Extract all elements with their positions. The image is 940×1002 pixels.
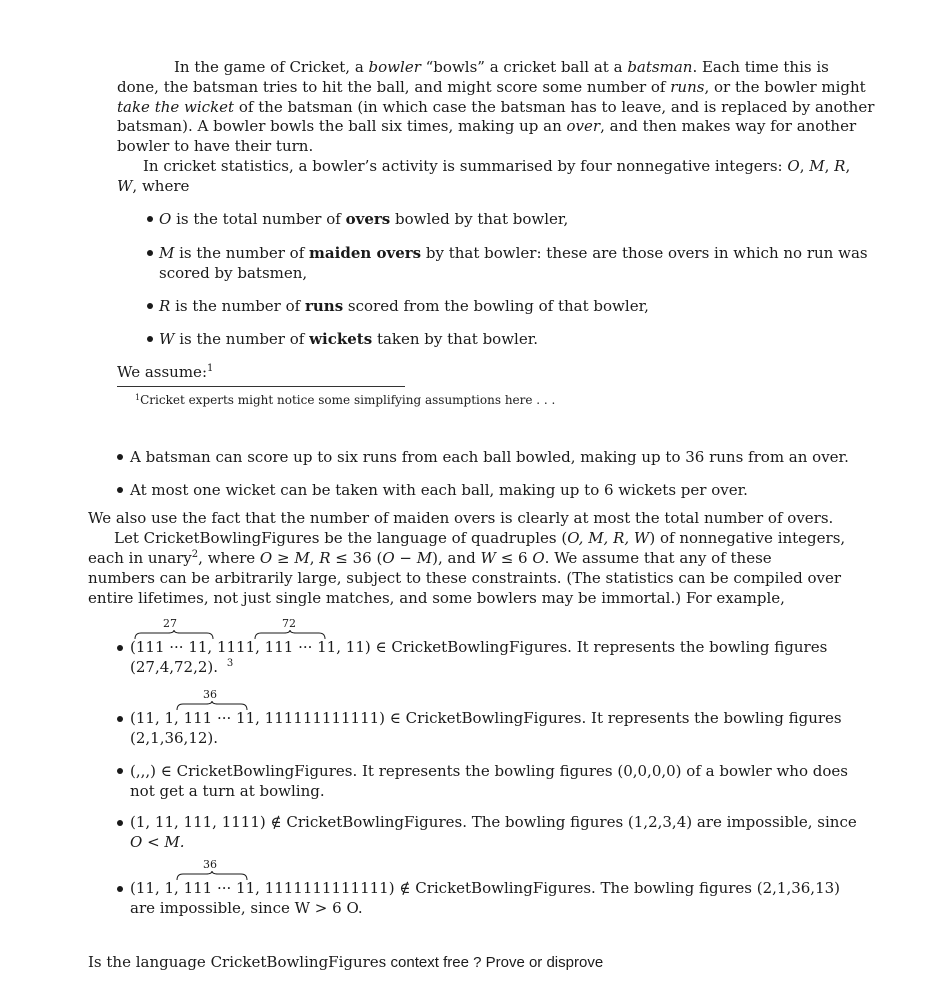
lang-line-3: each in unary$^2$, where O ≥ M, R ≤ 36 (O − M), and W ≤ 6 O. We assume that any of these bbox=[88, 549, 772, 567]
lang-line-5: entire lifetimes, not just single matches, and some bowlers may be immortal.) For example, bbox=[88, 589, 785, 607]
intro-line-4: batsman). A bowler bowls the ball six times, making up an over, and then makes way for another bbox=[117, 117, 857, 135]
rule-bullet-runs: A batsman can score up to six runs from each ball bowled, making up to 36 runs from an over. bbox=[130, 448, 849, 466]
question: Is the language CricketBowlingFigures context free ? Prove or disprove bbox=[88, 953, 604, 971]
stat-bullet-maidens-cont: scored by batsmen, bbox=[159, 264, 308, 282]
intro-line-1: In the game of Cricket, a bowler “bowls” a cricket ball at a batsman. Each time this is bbox=[174, 58, 829, 76]
lang-line-2: Let CricketBowlingFigures be the language of quadruples (O, M, R, W) of nonnegative integers, bbox=[114, 529, 846, 547]
bullet-dot bbox=[117, 487, 123, 493]
intro-line-7: W, where bbox=[117, 177, 190, 195]
stat-bullet-maidens: M is the number of maiden overs by that bowler: these are those overs in which no run was bbox=[159, 244, 868, 262]
intro-line-5: bowler to have their turn. bbox=[117, 137, 314, 155]
footnote: $^1$Cricket experts might notice some simplifying assumptions here . . . bbox=[135, 393, 556, 407]
bullet-dot bbox=[147, 250, 153, 256]
intro-line-2: done, the batsman tries to hit the ball, and might score some number of runs, or the bowler might bbox=[117, 78, 866, 96]
bullet-dot bbox=[117, 886, 123, 892]
lang-line-1: We also use the fact that the number of maiden overs is clearly at most the total number of overs. bbox=[88, 509, 834, 527]
example-4: (1, 11, 111, 1111) ∉ CricketBowlingFigures. The bowling figures (1,2,3,4) are impossible, since bbox=[130, 813, 857, 831]
lang-line-4: numbers can be arbitrarily large, subject to these constraints. (The statistics can be compiled over bbox=[88, 569, 842, 587]
example-2: (11, 1, 111 ··· 11, 111111111111) ∈ CricketBowlingFigures. It represents the bowling figures bbox=[130, 709, 842, 727]
brace-label: 72 bbox=[282, 617, 296, 630]
brace-label: 36 bbox=[203, 688, 217, 701]
footnote-rule bbox=[117, 386, 405, 387]
intro-line-3: take the wicket of the batsman (in which case the batsman has to leave, and is replaced by another bbox=[117, 98, 875, 116]
intro-line-6: In cricket statistics, a bowler’s activity is summarised by four nonnegative integers: O, M, R, bbox=[143, 157, 851, 175]
bullet-dot bbox=[147, 336, 153, 342]
example-1-cont: (27,4,72,2). $^3$ bbox=[130, 658, 234, 676]
bullet-dot bbox=[117, 454, 123, 460]
example-2-cont: (2,1,36,12). bbox=[130, 729, 219, 747]
assume-text: We assume:$^1$ bbox=[117, 363, 214, 381]
rule-bullet-wickets: At most one wicket can be taken with each ball, making up to 6 wickets per over. bbox=[130, 481, 748, 499]
bullet-dot bbox=[117, 716, 123, 722]
example-4-cont: O < M. bbox=[130, 833, 185, 851]
example-5-cont: are impossible, since W > 6 O. bbox=[130, 899, 363, 917]
bullet-dot bbox=[117, 768, 123, 774]
stat-bullet-overs: O is the total number of overs bowled by that bowler, bbox=[159, 210, 569, 228]
brace-label: 36 bbox=[203, 858, 217, 871]
bullet-dot bbox=[117, 645, 123, 651]
example-5: (11, 1, 111 ··· 11, 1111111111111) ∉ CricketBowlingFigures. The bowling figures (2,1,36,13) bbox=[130, 879, 841, 897]
example-3-cont: not get a turn at bowling. bbox=[130, 782, 325, 800]
stat-bullet-wickets: W is the number of wickets taken by that bowler. bbox=[159, 330, 539, 348]
example-3: (,,,) ∈ CricketBowlingFigures. It represents the bowling figures (0,0,0,0) of a bowler who does bbox=[130, 762, 848, 780]
bullet-dot bbox=[117, 820, 123, 826]
bullet-dot bbox=[147, 303, 153, 309]
brace-label: 27 bbox=[163, 617, 177, 630]
bullet-dot bbox=[147, 216, 153, 222]
stat-bullet-runs: R is the number of runs scored from the bowling of that bowler, bbox=[159, 297, 649, 315]
example-1: (111 ··· 11, 1111, 111 ··· 11, 11) ∈ CricketBowlingFigures. It represents the bowling figures bbox=[130, 638, 828, 656]
